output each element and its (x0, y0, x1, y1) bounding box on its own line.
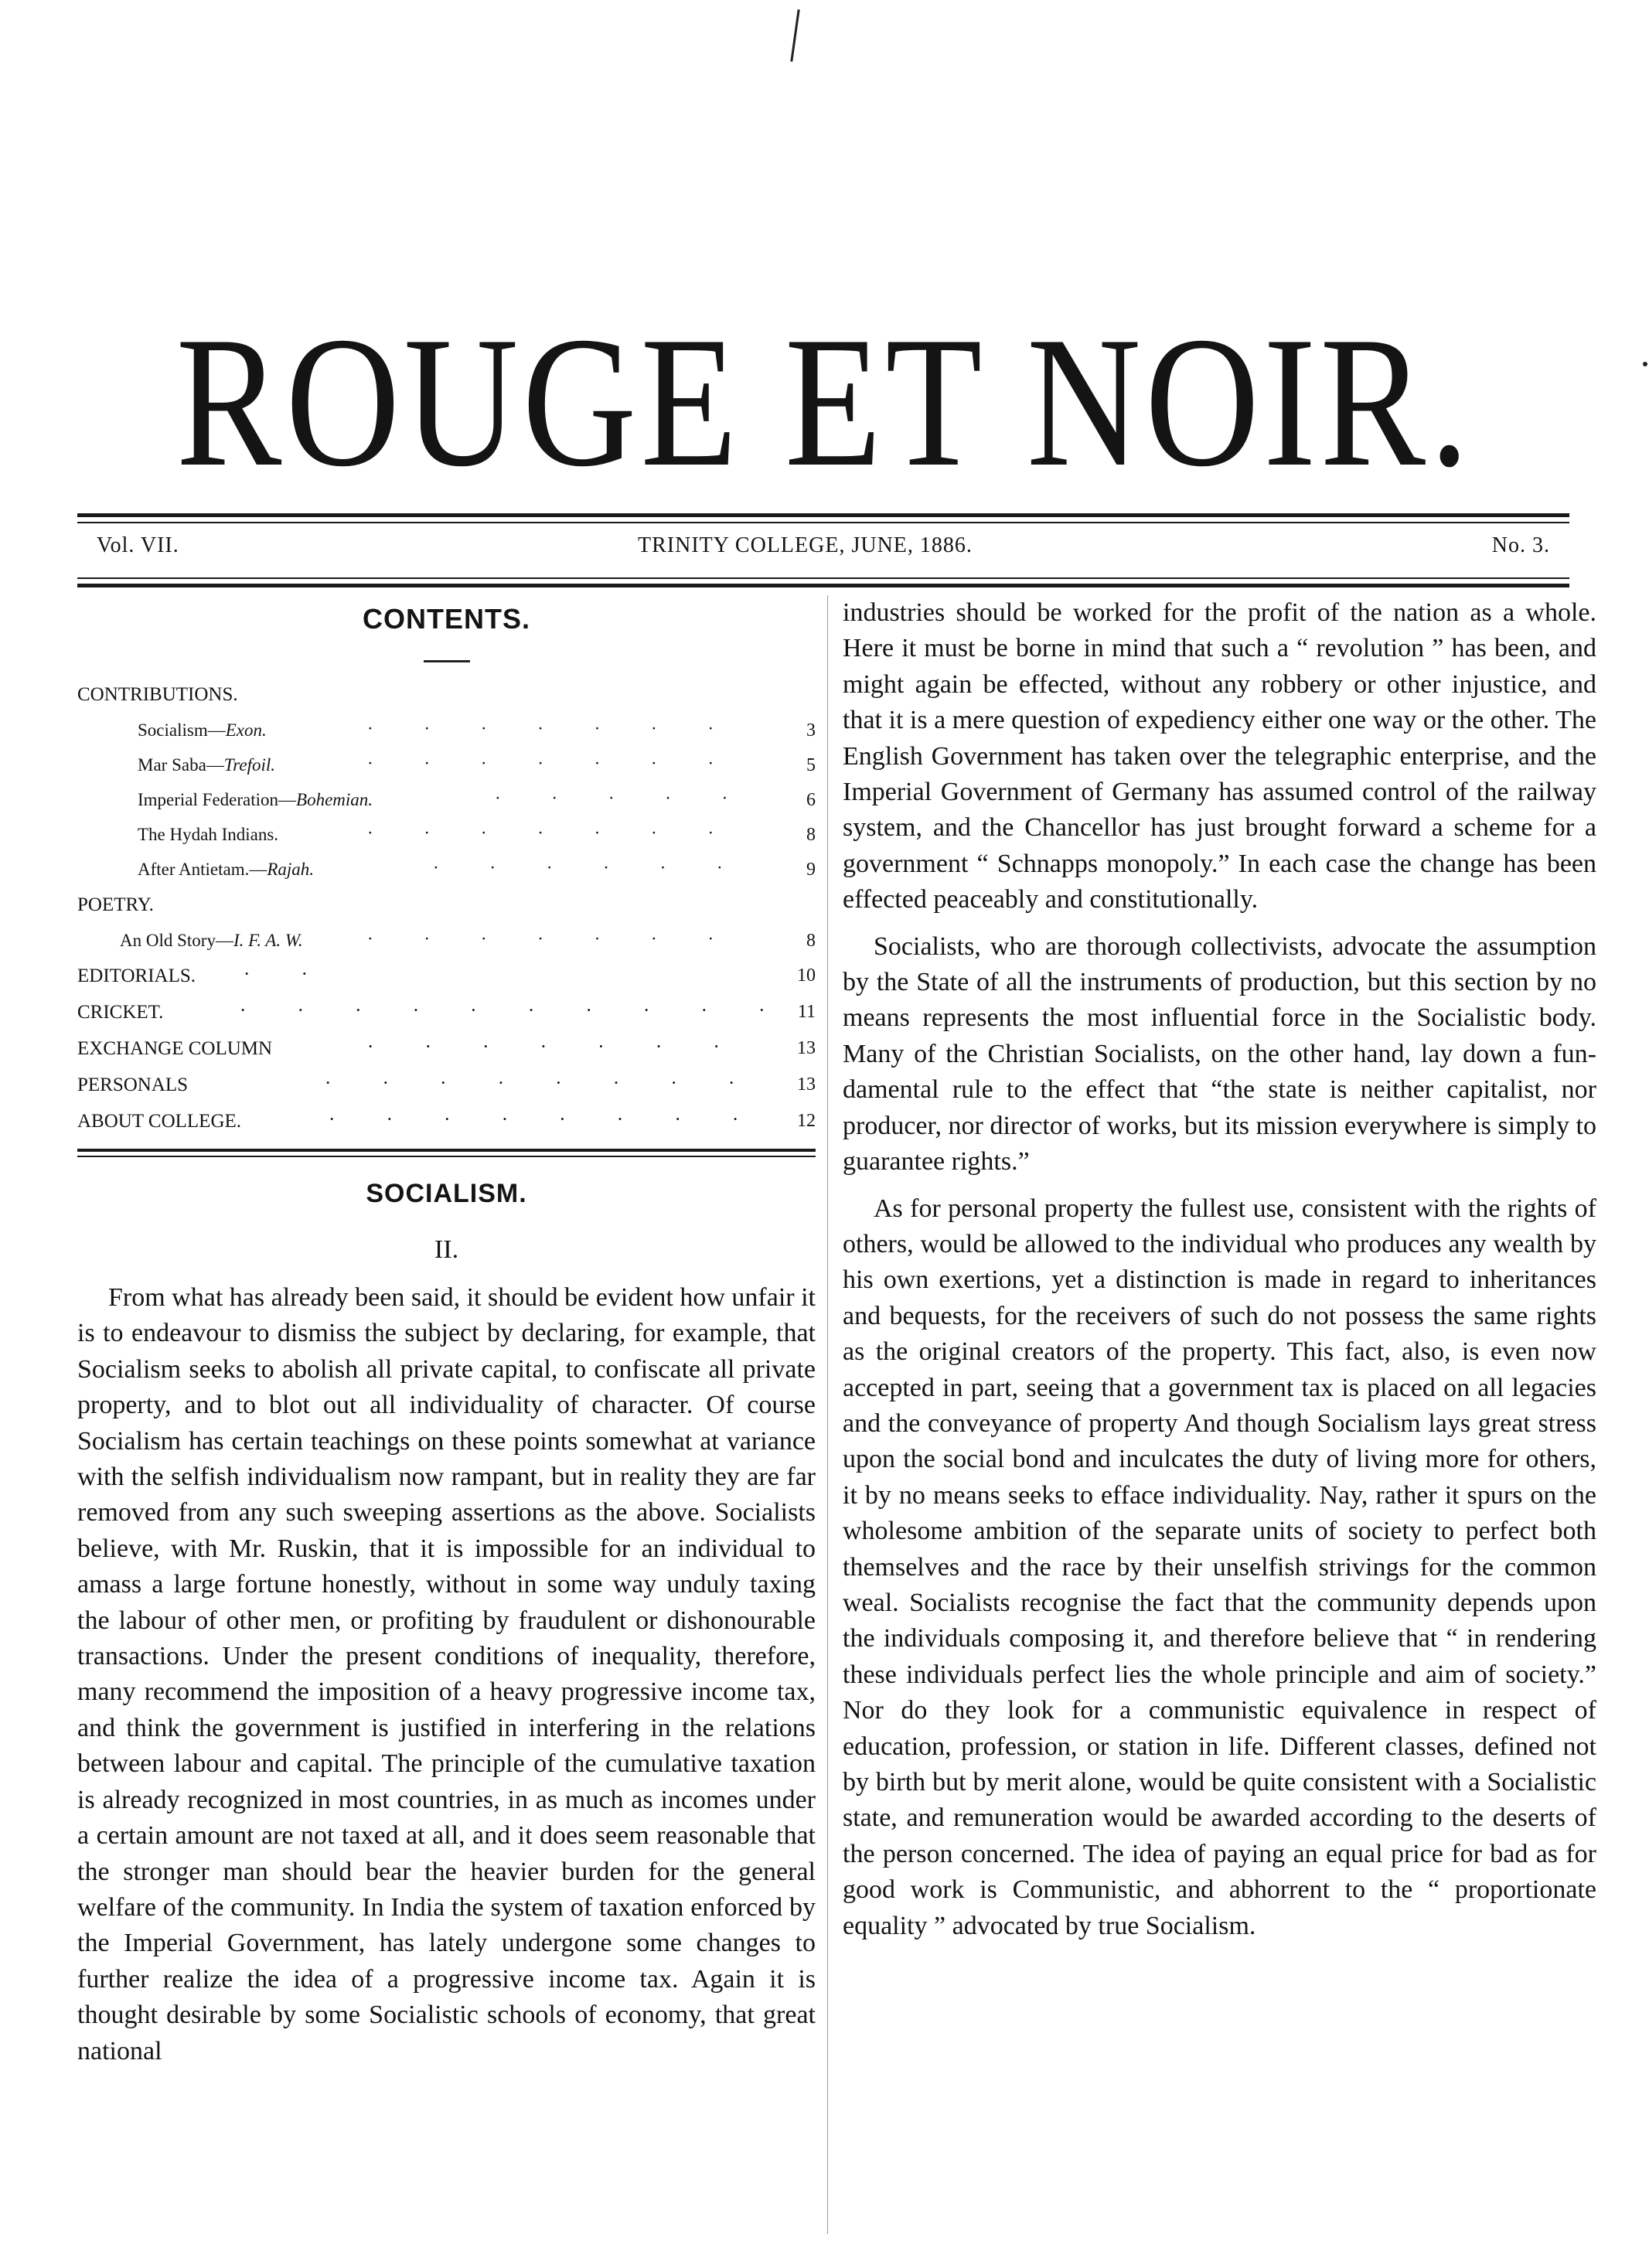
toc-page: 10 (797, 965, 816, 986)
header-rule-top (77, 513, 1569, 517)
leader-dots: · · · · · (495, 788, 751, 808)
left-column (77, 603, 816, 2069)
toc-label: ABOUT COLLEGE. (77, 1111, 242, 1132)
toc-label: POETRY. (77, 894, 154, 915)
toc-page: 12 (797, 1111, 816, 1131)
leader-dots: · · · · · · · (367, 823, 738, 843)
toc-item (77, 1103, 816, 1139)
toc-item (77, 817, 816, 852)
toc-label: Mar Saba— (138, 755, 224, 775)
leader-dots: · · · · · · · (367, 929, 738, 948)
contents-divider (424, 660, 470, 662)
article-part-number: II. (434, 1235, 459, 1264)
toc-label: An Old Story— (120, 931, 233, 950)
toc-label: EDITORIALS. (77, 965, 196, 986)
leader-dots: · · · · · · · (367, 754, 738, 773)
toc-label: Imperial Federation— (138, 790, 297, 809)
toc-author: Exon. (225, 720, 267, 740)
toc-author: Rajah. (267, 860, 315, 879)
toc-label: CONTRIBUTIONS. (77, 684, 238, 705)
toc-page: 3 (806, 720, 816, 741)
leader-dots: · · · · · · (433, 858, 746, 877)
article-paragraph: As for personal property the fullest use, consistent with the rights of others, would be allowed to the individual who produces any wealth by his own exertions, yet a distinction is made in regard to inheritances and bequests, for the receivers of such do not possess the same rights as the original creators of the property. This fact, also, is even now accepted in part, seeing that a government tax is placed on all legacies and the conveyance of property And though Socialism lays great stress upon the social bond and inculcates the duty of living more for others, it by no means seeks to efface individuality. Nay, rather it spurs on the wholesome ambition of the separate units of society to perfect both themselves and the race by their unselfish strivings for the common weal. Socialists recognise the fact that the community depends upon the individuals composing it, and therefore believe that “ in rendering these individuals perfect lies the whole principle and aim of society.” Nor do they look for a communistic equivalence in respect of education, profession, or station in life. Different classes, defined not by birth but by merit alone, would be quite consistent with a Socialistic state, and remuneration would be awarded according to the deserts of the person concerned. The idea of paying an equal price for bad as for good work is Communistic, and abhorrent to the “ proportionate equality ” advocated by true Socialism. (843, 1194, 1596, 1940)
leader-dots: · · · · · · · · (325, 1073, 758, 1094)
scan-mark (790, 9, 799, 62)
header-rule-bottom (77, 584, 1569, 587)
article-paragraph: industries should be worked for the profit of the nation as a whole. Here it must be borne in mind that such a “ revolution ” has been, and might again be effected, without any robbery or other injustice, and that it is a mere question of expediency either one way or the other. The English Government has taken over the telegraphic enterprise, and the Imperial Government of Germany has assumed control of the railway system, and the Chancellor has just brought forward a scheme for a government “ Schnapps monopoly.” In each case the change has been effected peaceably and constitutionally. (843, 598, 1596, 914)
place-date-label: TRINITY COLLEGE, JUNE, 1886. (638, 533, 973, 557)
toc-author: I. F. A. W. (233, 931, 303, 950)
toc-label: EXCHANGE COLUMN (77, 1038, 273, 1059)
toc-item (77, 958, 816, 994)
article-paragraph: Socialists, who are thorough collectivists, advocate the assumption by the State of all the instruments of production, but this section by no means represents the most influential force in the Socialistic body. Many of the Christian Socialists, on the other hand, lay down a fundamental rule to the effect that “the state is neither capitalist, nor producer, nor director of works, but its mission everywhere is simply to guarantee rights.” (843, 931, 1596, 1177)
toc-item (77, 852, 816, 887)
toc-page: 5 (806, 755, 816, 775)
toc-label: The Hydah Indians. (138, 825, 279, 844)
toc-page: 9 (806, 860, 816, 880)
toc-item (77, 676, 816, 713)
issue-number-label: No. 3. (1491, 533, 1550, 557)
article-title: SOCIALISM. (366, 1179, 527, 1208)
leader-dots: · · · · · · · (367, 719, 738, 738)
toc-item (77, 923, 816, 958)
leader-dots: · · (244, 964, 331, 985)
masthead (0, 298, 1649, 506)
toc-page: 13 (797, 1074, 816, 1095)
contents-title: CONTENTS. (362, 603, 530, 635)
leader-dots: · · · · · · · · · · (240, 1000, 789, 1021)
header-rule-bottom-thin (77, 577, 1569, 579)
toc-item (77, 1030, 816, 1067)
toc-page: 6 (806, 790, 816, 810)
toc-page: 8 (806, 825, 816, 845)
toc-label: Socialism— (138, 720, 226, 740)
toc-item (77, 782, 816, 817)
toc-label: PERSONALS (77, 1074, 189, 1095)
publication-title: ROUGE ET NOIR. (175, 298, 1474, 506)
toc-item (77, 1067, 816, 1103)
table-of-contents (77, 676, 816, 1139)
toc-item (77, 747, 816, 782)
column-divider (827, 595, 828, 2234)
toc-author: Trefoil. (223, 755, 276, 775)
header-rule-top-thin (77, 522, 1569, 523)
leader-dots: · · · · · · · · (329, 1109, 762, 1130)
toc-item (77, 713, 816, 747)
toc-page: 8 (806, 931, 816, 951)
toc-item (77, 887, 816, 923)
right-column (843, 595, 1596, 1944)
contents-end-rule (77, 1149, 816, 1157)
article-paragraph: From what has already been said, it should be evident how unfair it is to endeavour to dismiss the subject by declaring, for example, that Socialism seeks to abolish all private capital, to confiscate all private property, and to blot out all individuality of character. Of course Socialism has certain teachings on these points somewhat at variance with the selfish individualism now rampant, but in reality they are far removed from any such sweeping assertions as the above. Socialists believe, with Mr. Ruskin, that it is impossible for an individual to amass a large fortune honestly, without in some way unduly taxing the labour of other men, or profiting by fraudulent or dishonourable transactions. Under the present conditions of inequality, therefore, many recommend the imposition of a heavy progressive income tax, and think the government is justified in interfering in the relations between labour and capital. The principle of the cumulative taxation is already recognized in most countries, in as much as incomes under a certain amount are not taxed at all, and it does seem reasonable that the stronger man should bear the heavier burden for the general welfare of the community. In India the system of taxation enforced by the Imperial Government, has lately undergone some changes to further realize the idea of a progressive income tax. Again it is thought desirable by some Socialistic schools of economy, that great national (77, 1283, 816, 2065)
toc-author: Bohemian. (296, 790, 373, 809)
leader-dots: · · · · · · · (367, 1037, 743, 1057)
dateline (97, 533, 1550, 564)
toc-label: After Antietam.— (138, 860, 267, 879)
volume-label: Vol. VII. (97, 533, 179, 557)
toc-page: 13 (797, 1038, 816, 1058)
toc-page: 11 (797, 1002, 816, 1022)
toc-item (77, 994, 816, 1030)
toc-label: CRICKET. (77, 1002, 164, 1023)
